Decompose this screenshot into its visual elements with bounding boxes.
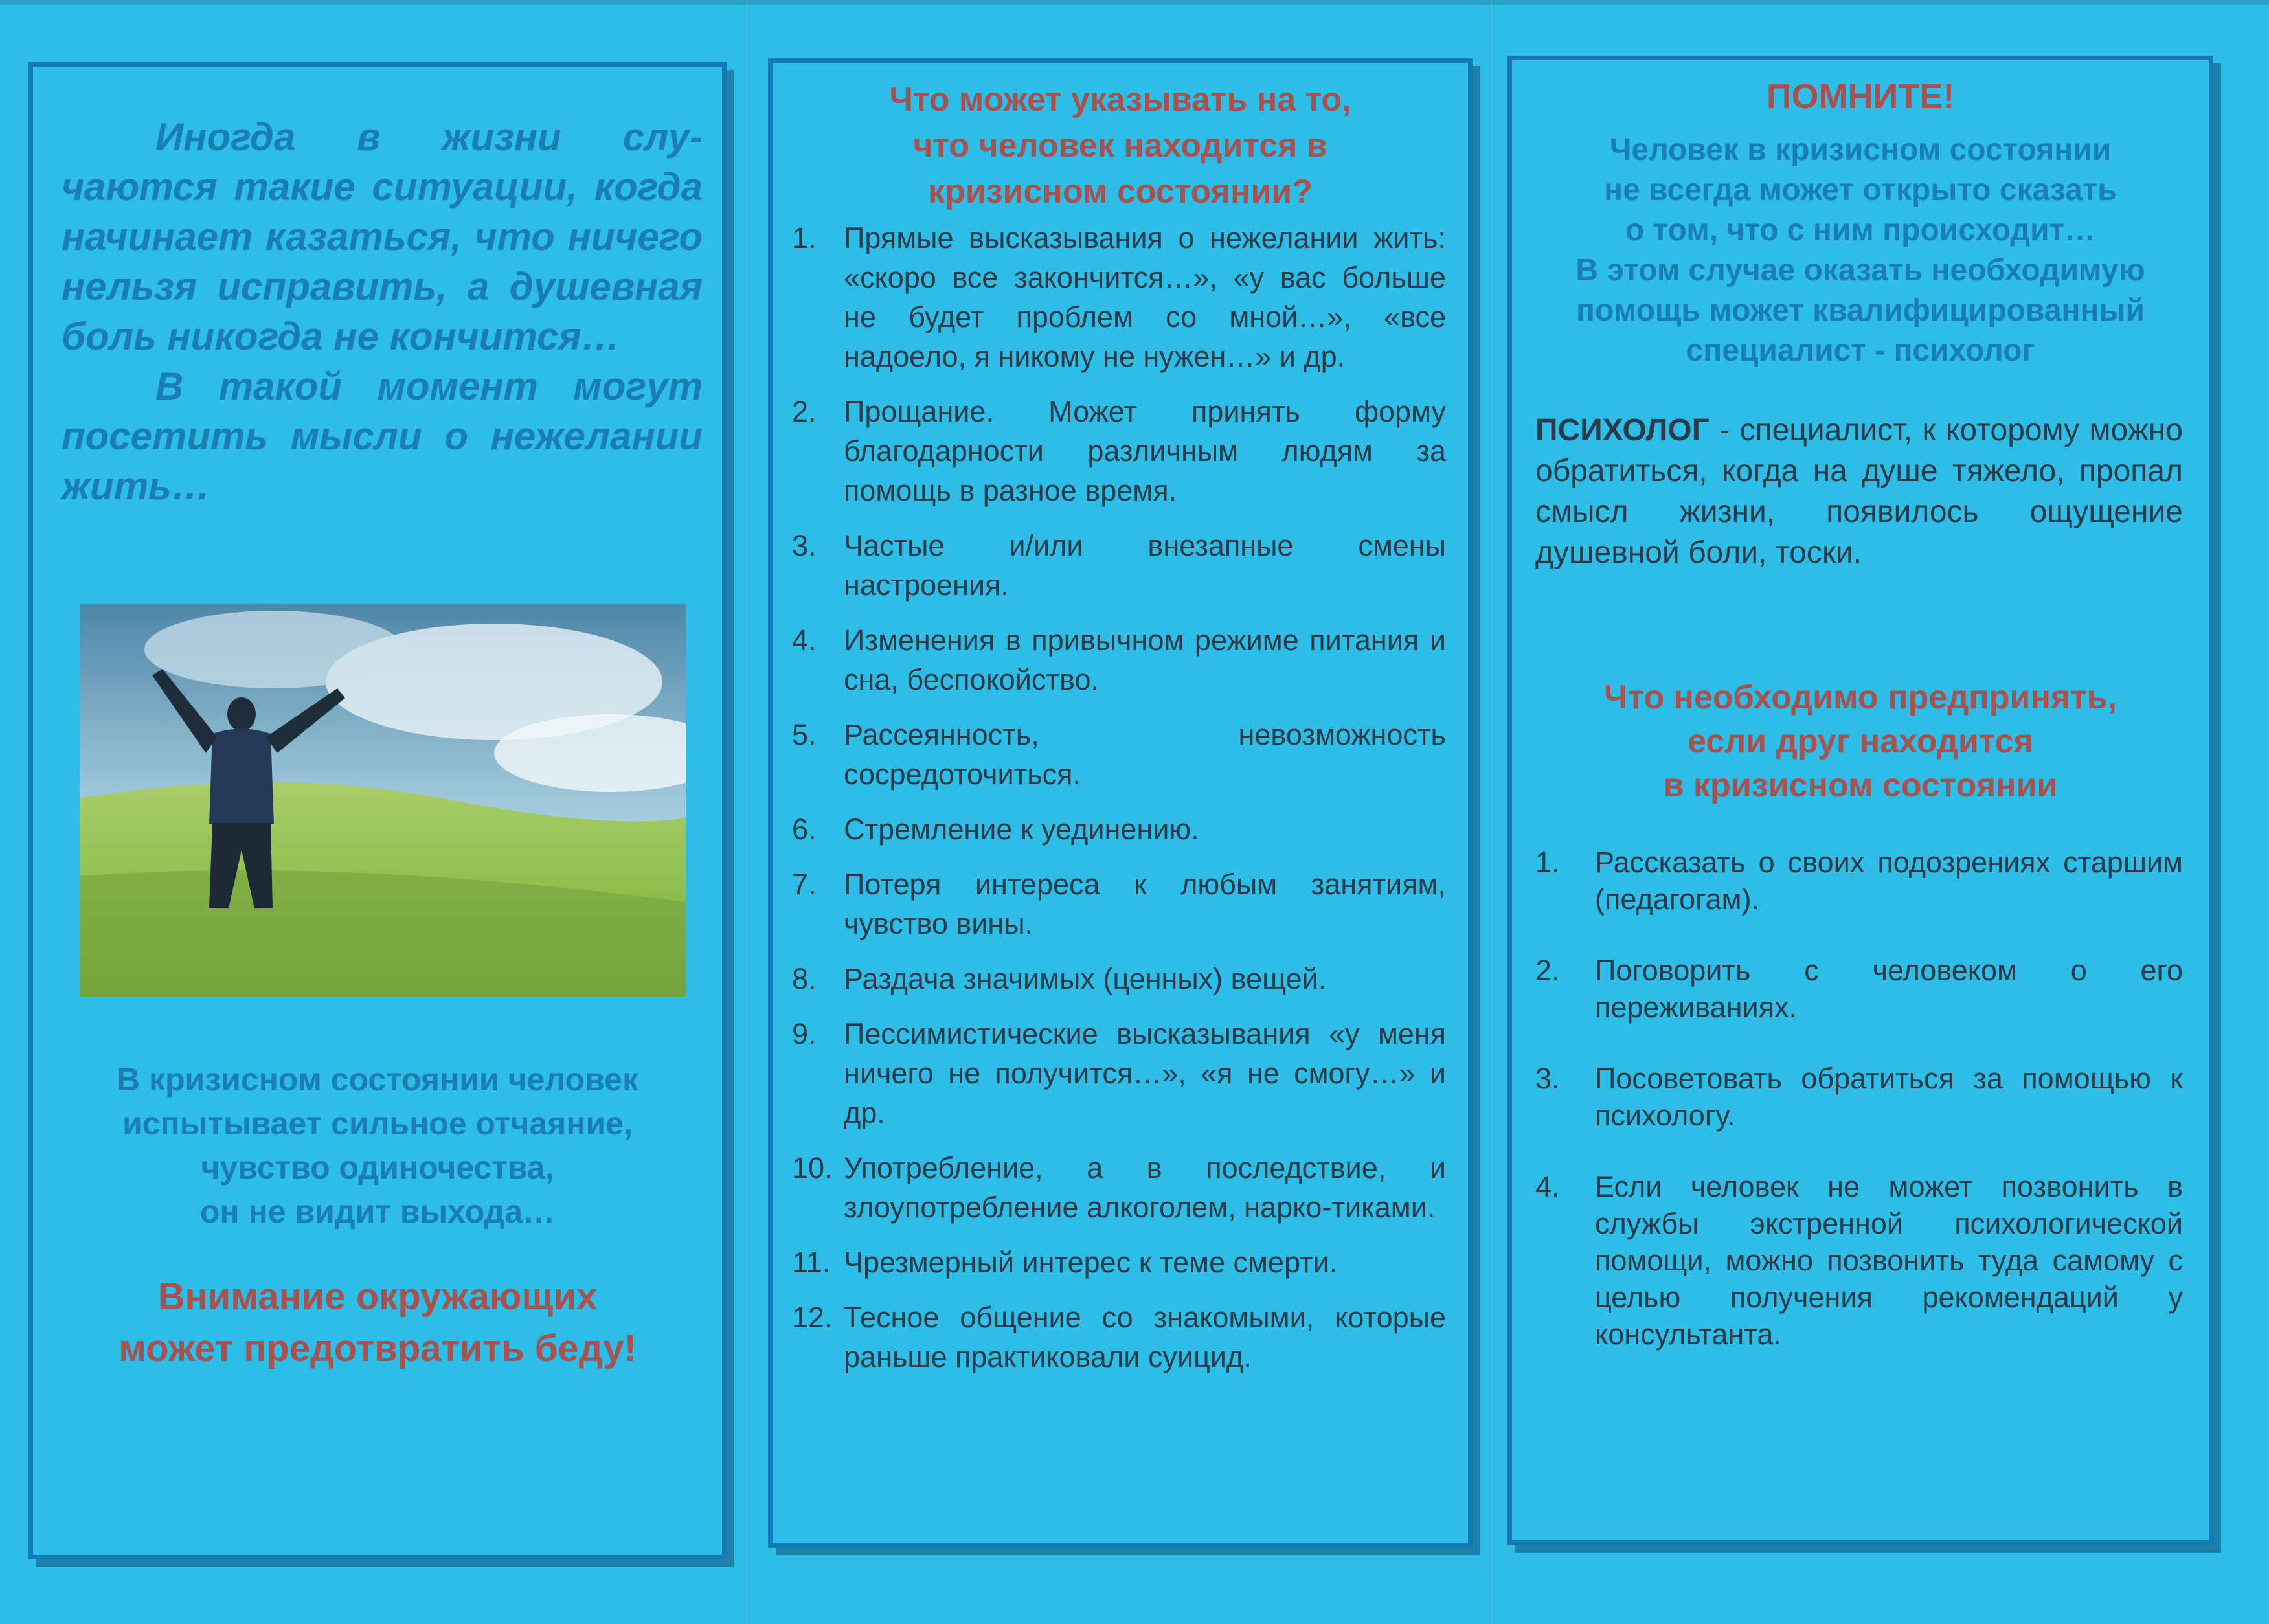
todo-title-line: Что необходимо предпринять, <box>1604 679 2117 716</box>
middle-panel <box>768 58 1473 1548</box>
list-item <box>792 1014 1446 1133</box>
list-text: Частые и/или внезапные смены настроения. <box>844 529 1446 602</box>
list-item <box>792 959 1446 998</box>
signs-title-line: кризисном состоянии? <box>927 173 1313 210</box>
list-number: 7. <box>792 868 817 901</box>
list-text: Если человек не может позвонить в службы экстренной психологической помощи, можно позвонить туда самому с целью получения рекомендаций у консультанта. <box>1595 1170 2183 1351</box>
photo-illustration <box>80 604 686 997</box>
intro-paragraph-1: Иногда в жизни слу-чаются такие ситуации, когда начинает казаться, что ничего нельзя исправить, а душевная боль никогда не кончится… <box>62 115 703 358</box>
fold-line-left <box>745 0 749 1624</box>
list-text: Пессимистические высказывания «у меня ничего не получится…», «я не смогу…» и др. <box>844 1017 1446 1129</box>
list-item <box>1535 844 2183 918</box>
list-item <box>792 392 1446 510</box>
crisis-line: он не видит выхода… <box>199 1193 556 1230</box>
intro-paragraph-2: В такой момент могут посетить мысли о нежелании жить… <box>62 365 703 508</box>
psychologist-definition-text: - специалист, к которому можно обратиться, когда на душе тяжело, пропал смысл жизни, появилось ощущение душевной боли, тоски. <box>1535 413 2183 570</box>
remember-line: Человек в кризисном состоянии <box>1609 133 2112 167</box>
list-text: Рассеянность, невозможность сосредоточиться. <box>844 718 1446 791</box>
list-number: 2. <box>1535 954 1560 987</box>
list-item <box>792 809 1446 849</box>
todo-title-line: если друг находится <box>1688 723 2033 760</box>
todo-title-line: в кризисном состоянии <box>1663 767 2058 804</box>
list-text: Раздача значимых (ценных) вещей. <box>844 962 1327 995</box>
list-item <box>1535 1168 2183 1353</box>
list-text: Поговорить с человеком о его переживаниях. <box>1595 954 2183 1024</box>
list-number: 4. <box>1535 1170 1560 1203</box>
right-panel <box>1507 56 2213 1545</box>
crisis-line: испытывает сильное отчаяние, <box>122 1105 633 1142</box>
list-text: Посоветовать обратиться за помощью к психологу. <box>1595 1062 2183 1132</box>
attention-warning <box>33 1271 722 1375</box>
psychologist-definition <box>1535 410 2183 573</box>
list-item <box>1535 1060 2183 1134</box>
crisis-signs-list <box>792 218 1446 1392</box>
list-number: 4. <box>792 624 817 657</box>
crisis-description <box>33 1057 722 1234</box>
remember-line: В этом случае оказать необходимую <box>1575 253 2145 288</box>
list-number: 1. <box>1535 846 1560 879</box>
list-text: Изменения в привычном режиме питания и сна, беспокойство. <box>844 624 1446 696</box>
fold-line-right <box>1489 0 1493 1624</box>
list-text: Тесное общение со знакомыми, которые раньше практиковали суицид. <box>844 1301 1446 1373</box>
remember-line: не всегда может открыто сказать <box>1604 173 2117 207</box>
list-number: 2. <box>792 395 817 428</box>
list-text: Стремление к уединению. <box>844 813 1199 846</box>
list-number: 3. <box>1535 1062 1560 1095</box>
list-number: 5. <box>792 718 817 751</box>
list-text: Рассказать о своих подозрениях старшим (педагогам). <box>1595 846 2183 916</box>
intro-text <box>62 112 703 511</box>
list-item <box>792 1243 1446 1282</box>
remember-title: ПОМНИТЕ! <box>1766 77 1955 116</box>
remember-line: о том, что с ним происходит… <box>1625 213 2096 247</box>
list-number: 11. <box>792 1246 831 1279</box>
psychologist-term: ПСИХОЛОГ <box>1535 413 1710 447</box>
list-number: 6. <box>792 813 817 846</box>
list-item <box>792 1148 1446 1227</box>
list-item <box>792 218 1446 376</box>
warning-line: может предотвратить беду! <box>119 1327 637 1370</box>
scan-top-edge <box>0 0 2269 5</box>
list-number: 9. <box>792 1017 817 1050</box>
man-with-raised-arms-in-field-photo <box>80 604 686 997</box>
signs-title-line: Что может указывать на то, <box>889 81 1351 118</box>
todo-title <box>1512 675 2209 807</box>
signs-title <box>773 77 1468 215</box>
list-number: 1. <box>792 221 817 254</box>
list-item <box>792 864 1446 943</box>
left-panel <box>28 62 727 1559</box>
signs-title-line: что человек находится в <box>913 127 1327 164</box>
list-text: Потеря интереса к любым занятиям, чувство вины. <box>844 868 1446 940</box>
help-steps-list <box>1535 844 2183 1387</box>
list-text: Употребление, а в последствие, и злоупотребление алкоголем, нарко-тиками. <box>844 1151 1446 1224</box>
list-text: Прощание. Может принять форму благодарности различным людям за помощь в разное время. <box>844 395 1446 507</box>
list-item <box>792 1298 1446 1377</box>
crisis-line: чувство одиночества, <box>201 1149 554 1186</box>
list-item <box>792 715 1446 794</box>
crisis-line: В кризисном состоянии человек <box>116 1061 638 1098</box>
list-number: 10. <box>792 1151 833 1184</box>
list-number: 8. <box>792 962 817 995</box>
remember-line: помощь может квалифицированный <box>1576 293 2145 328</box>
list-item <box>792 526 1446 605</box>
list-text: Чрезмерный интерес к теме смерти. <box>844 1246 1338 1279</box>
remember-text <box>1525 130 2196 371</box>
warning-line: Внимание окружающих <box>157 1276 598 1318</box>
list-number: 12. <box>792 1301 833 1334</box>
list-number: 3. <box>792 529 817 562</box>
remember-line: специалист - психолог <box>1686 333 2035 368</box>
list-text: Прямые высказывания о нежелании жить: «скоро все закончится…», «у вас больше не будет проблем со мной…», «все надоело, я никому не нужен…» и др. <box>844 221 1446 373</box>
list-item <box>792 620 1446 699</box>
list-item <box>1535 952 2183 1026</box>
